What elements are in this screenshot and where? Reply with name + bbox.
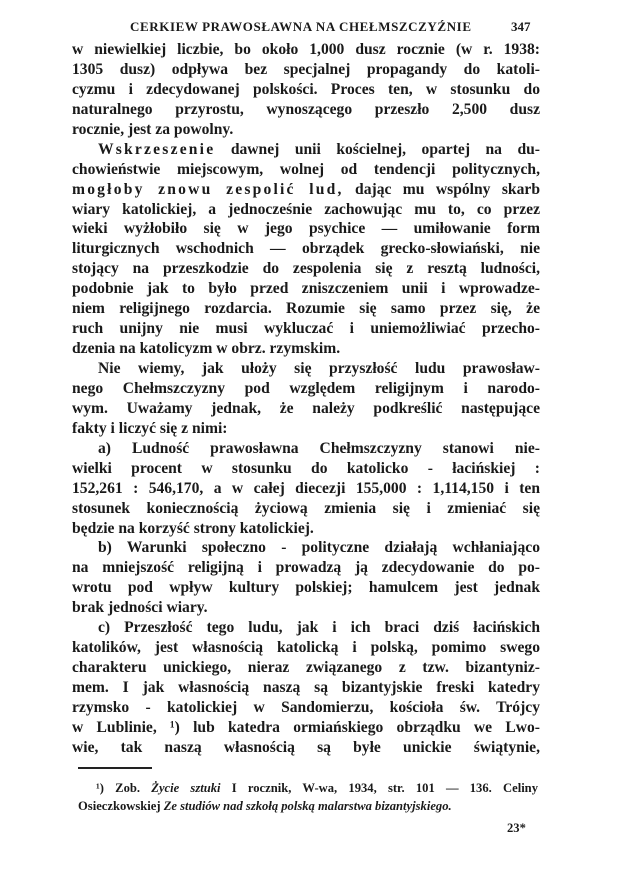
text-line bbox=[72, 239, 540, 259]
text-run: wrotu pod wpływ kultury polskiej; hamulcem jest jednak bbox=[72, 579, 540, 597]
text-run: naturalnego przyrostu, wynoszącego przeszło 2,500 dusz bbox=[72, 100, 540, 118]
spaced-emphasis: mogłoby znowu zespolić lud, bbox=[72, 180, 344, 198]
text-run: dając mu wspólny skarb bbox=[343, 180, 540, 198]
text-run: stosunek koniecznością życiową zmienia się i zmieniać się bbox=[72, 499, 540, 517]
text-line bbox=[72, 80, 540, 100]
text-line bbox=[72, 339, 540, 359]
text-run: rocznie, jest za powolny. bbox=[72, 120, 234, 138]
text-line bbox=[72, 379, 540, 399]
text-line bbox=[72, 578, 540, 598]
text-line bbox=[72, 40, 540, 60]
text-line bbox=[72, 558, 540, 578]
text-run: b) Warunki społeczno - polityczne działają wchłaniająco bbox=[98, 539, 540, 557]
text-run: a) Ludność prawosławna Chełmszczyzny stanowi nie- bbox=[98, 439, 540, 457]
text-line bbox=[72, 638, 540, 658]
text-run: chowieństwie miejscowym, wolnej od tendencji politycznych, bbox=[72, 160, 540, 178]
text-run: liturgicznych wschodnich — obrządek grecko-słowiański, nie bbox=[72, 240, 540, 258]
text-run: niem religijnego rozdarcia. Rozumie się samo przez się, że bbox=[72, 300, 540, 318]
text-run: I rocznik, W-wa, 1934, str. 101 — 136. Celiny bbox=[220, 781, 538, 795]
text-run: będzie na korzyść strony katolickiej. bbox=[72, 519, 314, 537]
text-line bbox=[72, 399, 540, 419]
footnote-line-2 bbox=[78, 799, 538, 814]
text-run: Osieczkowskiej bbox=[78, 799, 164, 813]
text-line bbox=[72, 678, 540, 698]
text-line bbox=[72, 598, 540, 618]
text-run: wieki wyżłobiło się w jego psychice — umiłowanie form bbox=[72, 220, 540, 238]
text-run: ruch unijny nie musi wykluczać i uniemożliwiać przecho- bbox=[72, 320, 540, 338]
running-header: CERKIEW PRAWOSŁAWNA NA CHEŁMSZCZYŹNIE bbox=[130, 19, 472, 34]
text-line bbox=[72, 160, 540, 180]
text-run: wielki procent w stosunku do katolicko - łacińskiej : bbox=[72, 459, 540, 477]
text-line bbox=[72, 499, 540, 519]
text-run: wie, tak naszą własnością są byłe unickie świątynie, bbox=[72, 738, 540, 756]
text-run: nego Chełmszczyzny pod względem religijnym i narodo- bbox=[72, 379, 540, 397]
footnote-rule bbox=[78, 767, 152, 769]
text-line bbox=[72, 698, 540, 718]
text-run: w Lublinie, ¹) lub katedra ormiańskiego obrządku we Lwo- bbox=[72, 718, 540, 736]
text-run: ¹) Zob. bbox=[96, 781, 152, 795]
text-run: brak jedności wiary. bbox=[72, 599, 208, 617]
italic-text: Ze studiów nad szkołą polską malarstwa bizantyjskiego. bbox=[163, 799, 452, 813]
text-run: podobnie jak to było przed zniszczeniem unii i wprowadze- bbox=[72, 280, 540, 298]
text-run: rzymsko - katolickiej w Sandomierzu, kościoła św. Trójcy bbox=[72, 698, 540, 716]
text-run: w niewielkiej liczbie, bo około 1,000 dusz rocznie (w r. 1938: bbox=[72, 41, 540, 58]
italic-text: Życie sztuki bbox=[151, 781, 221, 795]
text-line bbox=[72, 738, 540, 758]
text-line bbox=[72, 459, 540, 479]
spaced-emphasis: Wskrzeszenie bbox=[98, 140, 216, 158]
text-run: na mniejszość religijną i prowadzą ją zdecydowanie do po- bbox=[72, 559, 540, 577]
text-run: stojący na przeszkodzie do zespolenia się z resztą ludności, bbox=[72, 260, 540, 278]
text-run: katolików, jest własnością katolicką i polską, pomimo swego bbox=[72, 639, 540, 657]
text-line bbox=[72, 538, 540, 558]
text-line bbox=[72, 120, 540, 140]
text-run: wym. Uważamy jednak, że należy podkreślić następujące bbox=[72, 399, 540, 417]
text-line bbox=[72, 479, 540, 499]
text-line bbox=[72, 718, 540, 738]
text-run: 152,261 : 546,170, a w całej diecezji 155,000 : 1,114,150 i ten bbox=[72, 479, 540, 497]
text-run: c) Przeszłość tego ludu, jak i ich braci dziś łacińskich bbox=[98, 619, 540, 637]
text-run: dzenia na katolicyzm w obrz. rzymskim. bbox=[72, 340, 341, 358]
text-run: dawnej unii kościelnej, opartej na du- bbox=[215, 140, 540, 158]
text-line bbox=[72, 419, 540, 439]
text-line bbox=[72, 259, 540, 279]
text-line bbox=[72, 219, 540, 239]
text-line bbox=[72, 100, 540, 120]
text-run: wiary katolickiej, a jednocześnie zachowując mu to, co przez bbox=[72, 200, 540, 218]
text-line bbox=[72, 439, 540, 459]
text-line bbox=[72, 180, 540, 200]
text-run: mem. I jak własnością naszą są bizantyjskie freski katedry bbox=[72, 679, 540, 696]
text-line bbox=[72, 60, 540, 80]
body-text bbox=[72, 40, 540, 758]
text-line bbox=[72, 319, 540, 339]
text-run: charakteru unickiego, nieraz związanego z tzw. bizantyniz- bbox=[72, 659, 540, 677]
text-line bbox=[72, 279, 540, 299]
text-line bbox=[72, 658, 540, 678]
signature-mark: 23* bbox=[507, 821, 526, 835]
text-run: 1305 dusz) odpływa bez specjalnej propagandy do katoli- bbox=[72, 60, 540, 78]
text-line bbox=[72, 519, 540, 539]
page-number: 347 bbox=[511, 19, 531, 34]
text-run: Nie wiemy, jak ułoży się przyszłość ludu prawosław- bbox=[98, 360, 540, 377]
text-line bbox=[72, 618, 540, 638]
text-run: fakty i liczyć się z nimi: bbox=[72, 419, 228, 437]
footnote-line-1 bbox=[78, 781, 538, 796]
text-run: cyzmu i zdecydowanej polskości. Proces ten, w stosunku do bbox=[72, 80, 540, 98]
text-line bbox=[72, 299, 540, 319]
text-line bbox=[72, 140, 540, 160]
text-line bbox=[72, 200, 540, 220]
text-line bbox=[72, 359, 540, 379]
